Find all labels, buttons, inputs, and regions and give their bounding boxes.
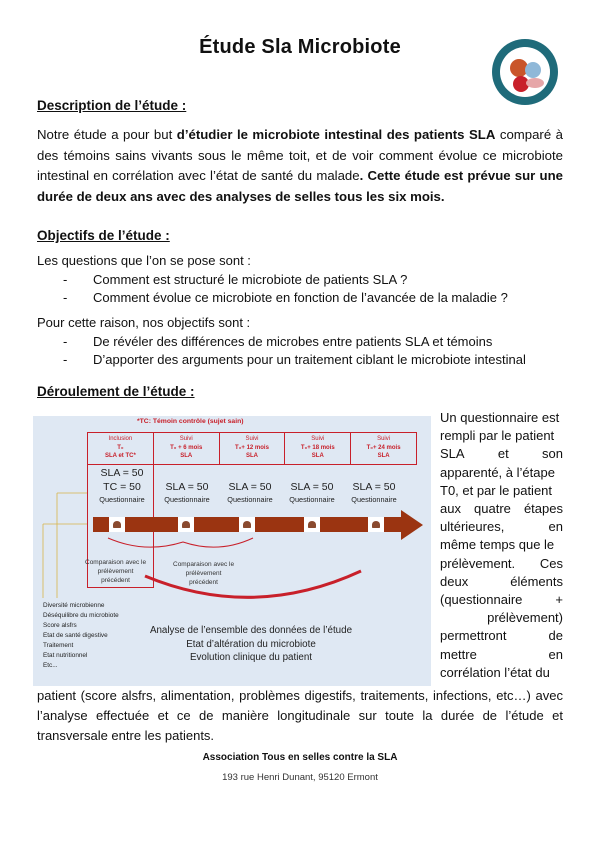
comparison-label: Comparaison avec le prélèvement précédent [173,561,235,586]
procedure-side-text: Un questionnaire est rempli par le patient SLA et son apparenté, à l’étape T0, et par le patient aux quatre étapes ultérieures, en même temps que le prélèvement. Ces deux éléments (questionnaire + prélèvement) permettront de mettre en corrélation l’état du [440,410,563,680]
list-item: - De révéler des différences de microbes entre patients SLA et témoins [63,333,493,349]
stage-counts: SLA = 50 Questionnaire [351,481,397,504]
procedure-heading: Déroulement de l’étude : [37,384,195,399]
questions-block [37,252,508,308]
stage-counts: SLA = 50 Questionnaire [227,481,273,504]
study-timeline-diagram [33,416,431,686]
analysis-summary: Analyse de l’ensemble des données de l’étude Etat d’altération du microbiote Evolution clinique du patient [149,625,353,663]
stage-cell: Suivi T₀+ 18 mois SLA [285,433,351,464]
tc-note: *TC: Témoin contrôle (sujet sain) [137,418,244,425]
list-item: - D’apporter des arguments pour un traitement ciblant le microbiote intestinal [63,352,526,367]
measured-variables-list: Diversité microbienne Déséquilibre du microbiote Score alsfrs Etat de santé digestive Traitement Etat nutritionnel Etc... [43,602,119,669]
list-item: - Comment est structuré le microbiote de patients SLA ? [63,271,408,287]
description-heading: Description de l’étude : [37,98,187,113]
comparison-label: Comparaison avec le prélèvement précédent [85,559,147,584]
stage-counts: SLA = 50 Questionnaire [289,481,335,504]
stage-cell: Inclusion T₀ SLA et TC* [88,433,154,464]
association-logo-icon [491,38,559,106]
list-item: - Comment évolue ce microbiote en fonction de l’avancée de la maladie ? [63,290,508,305]
objectives-heading: Objectifs de l’étude : [37,228,170,243]
stage-cell: Suivi T₀+ 24 mois SLA [366,436,401,459]
page-title: Étude Sla Microbiote [199,36,401,58]
description-paragraph: Notre étude a pour but d’étudier le microbiote intestinal des patients SLA comparé à des témoins sains vivants sous le même toit, et de voir comment évolue ce microbiote intestinal en corrélation avec l’état de santé du malade. Cette étude est prévue sur une durée de deux ans avec des analyses de selles tous les six mois. [37,127,563,204]
stage-cell: Suivi T₀+ 12 mois SLA [220,433,286,464]
stage-counts: SLA = 50 TC = 50 Questionnaire [99,467,145,504]
footer-association-name: Association Tous en selles contre la SLA [202,752,398,763]
questions-intro: Les questions que l’on se pose sont : [37,253,251,268]
goals-intro: Pour cette raison, nos objectifs sont : [37,315,251,330]
stage-counts: SLA = 50 Questionnaire [164,481,210,504]
procedure-continuation: patient (score alsfrs, alimentation, problèmes digestifs, traitements, infections, etc…) avec l’analyse effectuée et ce de manière longitudinale sur toute la durée de l’étude et transversale entre les patients. [37,688,563,743]
goals-block [37,314,526,370]
footer-address: 193 rue Henri Dunant, 95120 Ermont [222,772,378,783]
stage-cell: Suivi T₀ + 6 mois SLA [154,433,220,464]
